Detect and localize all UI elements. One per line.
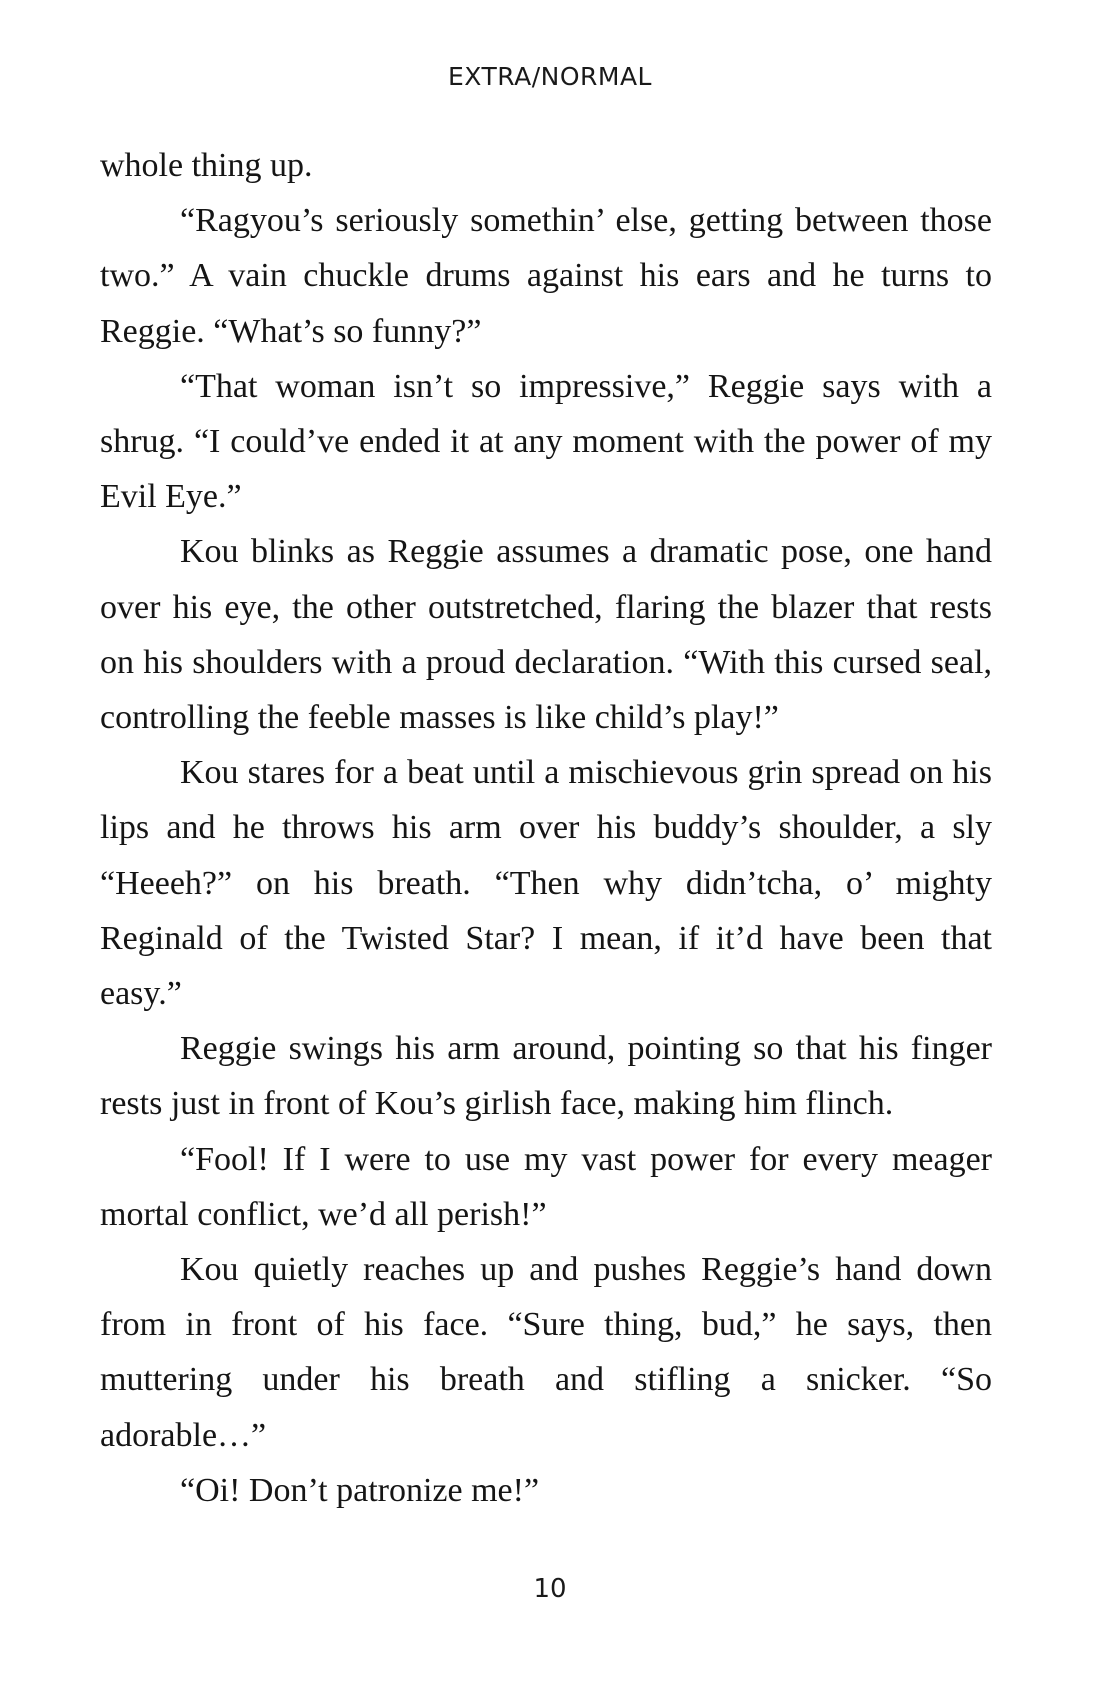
paragraph-6: Reggie swings his arm around, pointing so that his finger rests just in front of Kou’s girlish face, making him flinch. (100, 1030, 992, 1123)
paragraph-2: “Ragyou’s seriously somethin’ else, getting between those two.” A vain chuckle drums against his ears and he turns to Reggie. “What’s so funny?” (100, 202, 992, 350)
paragraph-8: Kou quietly reaches up and pushes Reggie’s hand down from in front of his face. “Sure thing, bud,” he says, then muttering under his breath and stifling a snicker. “So adorable…” (100, 1251, 992, 1454)
page-number: 10 (533, 1574, 567, 1604)
paragraph-5: Kou stares for a beat until a mischievous grin spread on his lips and he throws his arm over his buddy’s shoulder, a sly “Heeeh?” on his breath. “Then why didn’tcha, o’ mighty Reginald of the Twisted Star? I mean, if it’d have been that easy.” (100, 754, 992, 1013)
paragraph-7: “Fool! If I were to use my vast power for every meager mortal conflict, we’d all perish!” (100, 1140, 992, 1233)
paragraph-1: whole thing up. (100, 147, 313, 184)
paragraph-4: Kou blinks as Reggie assumes a dramatic pose, one hand over his eye, the other outstretched, flaring the blazer that rests on his shoulders with a proud declaration. “With this cursed seal, controlling the feeble masses is like child’s play!” (100, 533, 992, 737)
paragraph-9: “Oi! Don’t patronize me!” (180, 1471, 540, 1509)
body-text (100, 138, 992, 1518)
paragraph-3: “That woman isn’t so impressive,” Reggie says with a shrug. “I could’ve ended it at any moment with the power of my Evil Eye.” (100, 367, 992, 516)
running-header: EXTRA/NORMAL (448, 62, 652, 91)
